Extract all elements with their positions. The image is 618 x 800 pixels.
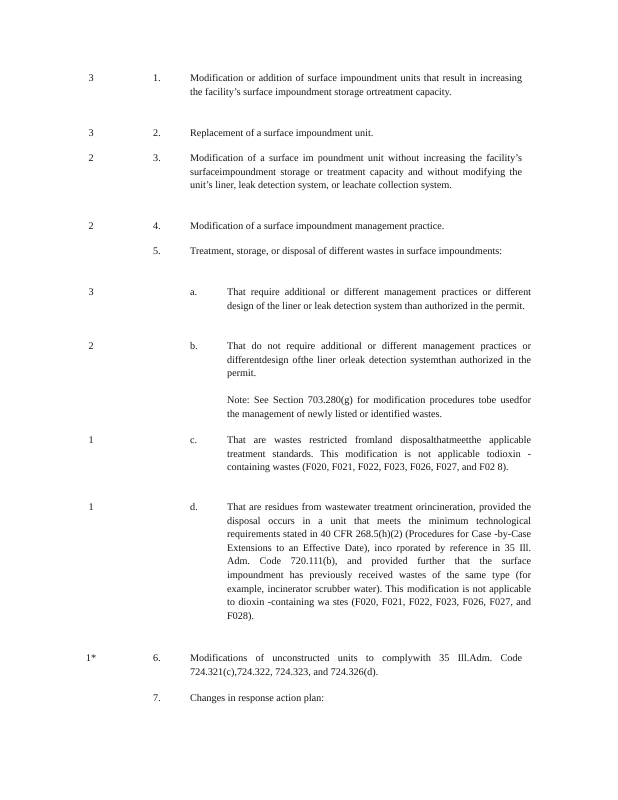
sub-item-letter: c. xyxy=(190,435,198,446)
item-number: 2. xyxy=(153,128,161,139)
permit-class: 3 xyxy=(88,73,94,84)
sub-item-letter: d. xyxy=(190,502,198,513)
item-text: Treatment, storage, or disposal of different wastes in surface impoundments: xyxy=(190,246,503,257)
item-number: 6. xyxy=(153,653,161,664)
item-number: 3. xyxy=(153,153,161,164)
item-text: Modification or addition of surface impoundment units that result in increasing the facility’s surface impoundment storage ortreatment capacity. xyxy=(190,73,522,98)
permit-class: 1 xyxy=(88,435,94,446)
item-number: 7. xyxy=(153,693,161,704)
permit-class: 2 xyxy=(88,153,94,164)
sub-item-text: That are residues from wastewater treatment orincineration, provided the disposal occurs in a unit that meets the minimum technological requirements stated in 40 CFR 268.5(h)(2) (Procedures for Case -by-Case Extensions to an Effective Date), inco rporated by reference in 35 Ill. Adm. Code 720.111(b), and provided further that the surface impoundment has previously received wastes of the same type (for example, incinerator scrubber water). This modification is not applicable to dioxin -containing wa stes (F020, F021, F022, F023, F026, F027, and F028). xyxy=(227,502,531,622)
sub-item-text: That are wastes restricted fromland disposalthatmeetthe applicable treatment standards. This modification is not applicable todioxin -containing wastes (F020, F021, F022, F023, F026, F027, and F02 8). xyxy=(227,435,531,474)
sub-item-text: That do not require additional or different management practices or differentdesign ofthe liner orleak detection systemthan authorized in the permit. xyxy=(227,341,531,380)
item-text: Replacement of a surface impoundment unit. xyxy=(190,128,374,139)
sub-item-letter: b. xyxy=(190,341,198,352)
item-text: Changes in response action plan: xyxy=(190,693,325,704)
item-text: Modifications of unconstructed units to complywith 35 Ill.Adm. Code 724.321(c),724.322, 724.323, and 724.326(d). xyxy=(190,653,522,678)
permit-class: 2 xyxy=(88,221,94,232)
sub-item-letter: a. xyxy=(190,287,198,298)
item-number: 5. xyxy=(153,246,161,257)
permit-class: 3 xyxy=(88,287,94,298)
note-text: Note: See Section 703.280(g) for modification procedures tobe usedfor the management of newly listed or identified wastes. xyxy=(227,395,531,420)
item-number: 1. xyxy=(153,73,161,84)
item-number: 4. xyxy=(153,221,161,232)
item-text: Modification of a surface im poundment unit without increasing the facility’s surfaceimpoundment storage or treatment capacity and without modifying the unit’s liner, leak detection system, or leachate collection system. xyxy=(190,153,522,192)
item-text: Modification of a surface impoundment management practice. xyxy=(190,221,445,232)
permit-class: 2 xyxy=(88,341,94,352)
permit-class: 1 xyxy=(88,502,94,513)
sub-item-text: That require additional or different management practices or different design of the liner or leak detection system than authorized in the permit. xyxy=(227,287,531,312)
permit-class: 1* xyxy=(85,653,97,664)
permit-class: 3 xyxy=(88,128,94,139)
